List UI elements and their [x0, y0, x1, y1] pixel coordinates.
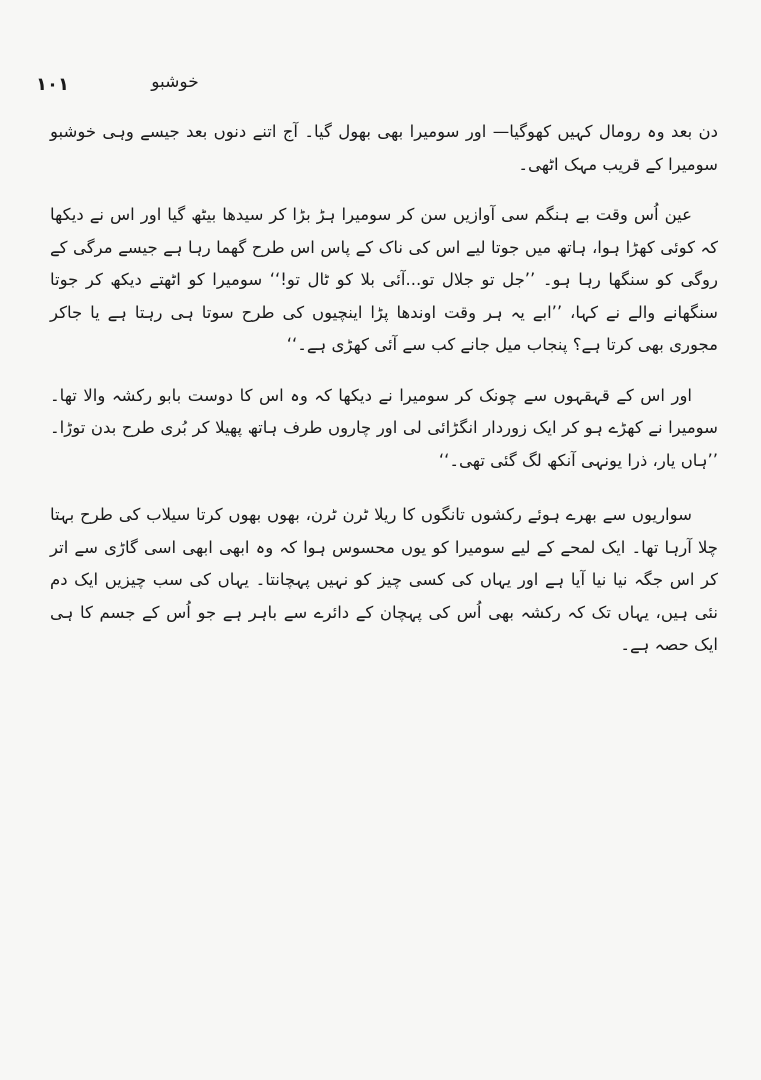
page-number: ١٠١: [36, 74, 69, 95]
paragraph-4: سواریوں سے بھرے ہوئے رکشوں تانگوں کا ریلا ٹرن ٹرن، بھوں بھوں کرتا سیلاب کی طرح بہتا چلا آرہا تھا۔ ایک لمحے کے لیے سومیرا کو یوں محسوس ہوا کہ وہ ابھی ابھی اسی گاڑی سے اتر کر اس جگہ نیا نیا آیا ہے اور یہاں کی کسی چیز کو نہیں پہچانتا۔ یہاں کی سب چیزیں ایک دم نئی ہیں، یہاں تک کہ رکشہ بھی اُس کی پہچان کے دائرے سے باہر ہے جو اُس کے جسم کا ہی ایک حصہ ہے۔: [50, 505, 718, 654]
page-body-text: [50, 116, 718, 680]
running-head-title: خوشبو: [151, 72, 199, 92]
paragraph-3: اور اس کے قہقہوں سے چونک کر سومیرا نے دیکھا کہ وہ اس کا دوست بابو رکشہ والا تھا۔ سومیرا نے کھڑے ہو کر ایک زوردار انگڑائی لی اور چاروں طرف ہاتھ پھیلا کر بُری طرح بدن توڑا۔ ’’ہاں یار، ذرا یونہی آنکھ لگ گئی تھی۔‘‘: [50, 385, 718, 470]
paragraph-1: دن بعد وہ رومال کہیں کھوگیا— اور سومیرا بھی بھول گیا۔ آج اتنے دنوں بعد جیسے وہی خوشبو سومیرا کے قریب مہک اٹھی۔: [50, 122, 718, 174]
paragraph-2: عین اُس وقت بے ہنگم سی آوازیں سن کر سومیرا ہڑ بڑا کر سیدھا بیٹھ گیا اور اس نے دیکھا کہ کوئی کھڑا ہوا، ہاتھ میں جوتا لیے اس کی ناک کے پاس اس طرح گھما رہا ہے جیسے مرگی کے روگی کو سنگھا رہا ہو۔ ’’جل تو جلال تو...آئی بلا کو ٹال تو!‘‘ سومیرا کو اٹھتے دیکھ کر جوتا سنگھانے والے نے کہا، ’’ابے یہ ہر وقت اوندھا پڑا اینچیوں کی طرح سوتا ہی رہتا ہے یا جاکر مجوری بھی کرتا ہے؟ پنجاب میل جانے کب سے آئی کھڑی ہے۔‘‘: [50, 205, 718, 354]
